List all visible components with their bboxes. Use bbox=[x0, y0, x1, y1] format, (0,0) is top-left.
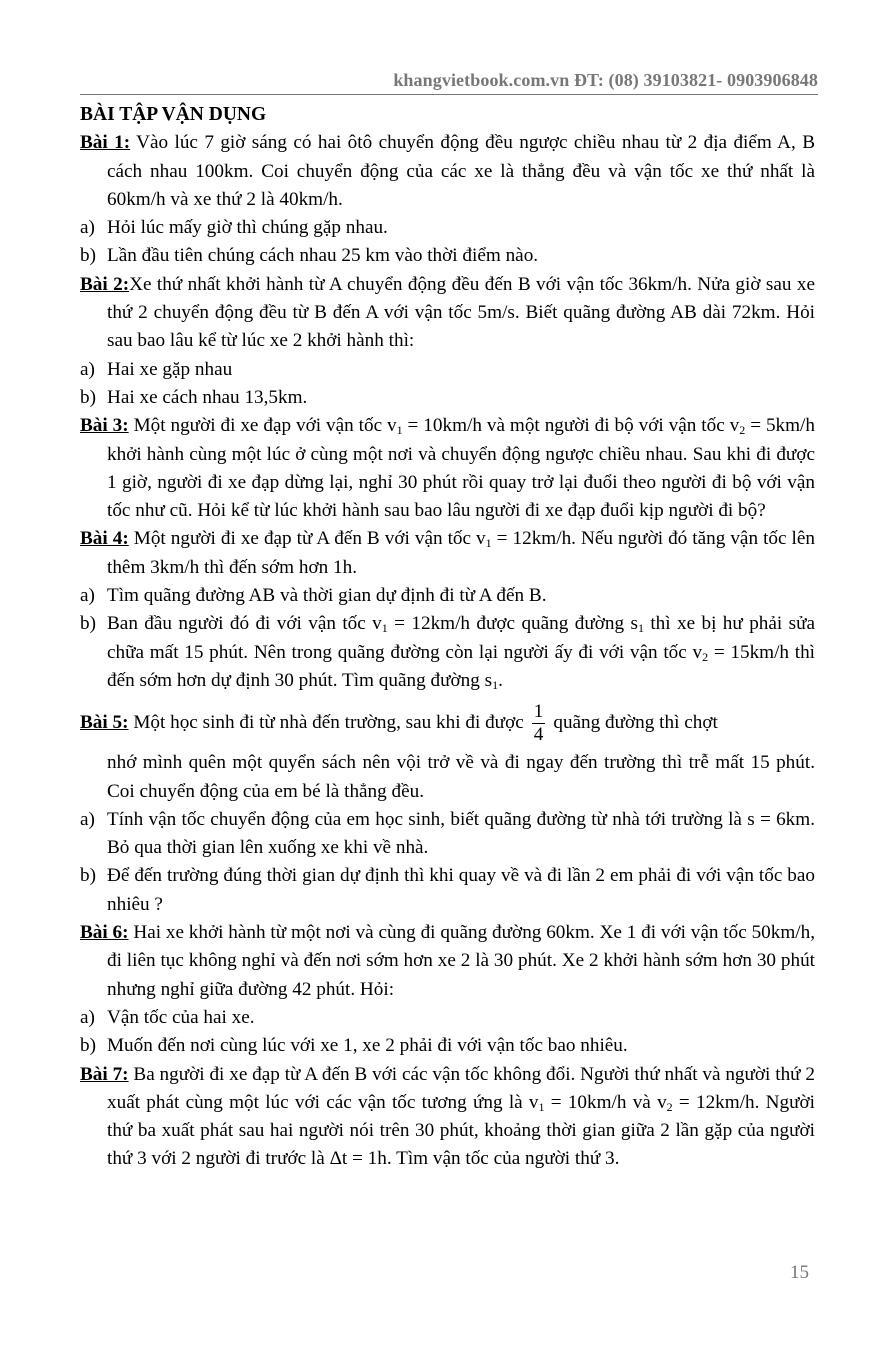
text-run: quãng đường thì chợt bbox=[553, 712, 718, 734]
exercise bbox=[80, 412, 815, 525]
text-run: Vào lúc 7 giờ sáng có hai ôtô chuyển động đều ngược chiều nhau từ 2 địa điểm A, B cách nhau 100km. Coi chuyển động của các xe là thẳng đều và vận tốc xe thứ nhất là 60km/h và xe thứ 2 là 40km/h. bbox=[107, 132, 815, 210]
sub-question bbox=[80, 384, 815, 412]
exercise-label: Bài 2: bbox=[80, 273, 130, 295]
text-run: Lần đầu tiên chúng cách nhau 25 km vào thời điểm nào. bbox=[107, 245, 539, 267]
exercise-continuation bbox=[80, 749, 815, 806]
exercise bbox=[80, 699, 815, 747]
sub-question bbox=[80, 242, 815, 270]
exercise-list bbox=[80, 129, 815, 1173]
text-run: thì xe bị hư phải sửa chữa mất 15 phút. Nên trong quãng đường còn lại người ấy đi với vận tốc v bbox=[107, 613, 816, 663]
text-run: Ba người đi xe đạp từ A đến B với các vận tốc không đổi. Người thứ nhất và người thứ 2 xuất phát cùng một lúc với các vận tốc tương ứng là v bbox=[107, 1063, 815, 1113]
text-run: = 15km/h thì đến sớm hơn dự định 30 phút. Tìm quãng đường s bbox=[107, 641, 815, 691]
exercise-label: Bài 1: bbox=[80, 132, 131, 154]
sub-question bbox=[80, 610, 815, 695]
text-run: . bbox=[498, 669, 503, 691]
text-run: = 10km/h và một người đi bộ với vận tốc v bbox=[402, 415, 740, 437]
sub-question-label: b) bbox=[80, 865, 96, 887]
sub-question bbox=[80, 1004, 815, 1032]
exercise bbox=[80, 525, 815, 582]
sub-question bbox=[80, 862, 815, 919]
text-run: Tính vận tốc chuyển động của em học sinh, biết quãng đường từ nhà tới trường là s = 6km. Bỏ qua thời gian lên xuống xe khi về nhà. bbox=[107, 808, 815, 859]
section-title: BÀI TẬP VẬN DỤNG bbox=[80, 104, 267, 125]
text-run: Ban đầu người đó đi với vận tốc v bbox=[107, 613, 382, 635]
sub-question-label: b) bbox=[80, 613, 96, 635]
sub-question bbox=[80, 214, 815, 242]
sub-question bbox=[80, 806, 815, 863]
text-run: Xe thứ nhất khởi hành từ A chuyển động đều đến B với vận tốc 36km/h. Nửa giờ sau xe thứ 2 chuyển động đều từ B đến A với vận tốc 5m/s. Biết quãng đường AB dài 72km. Hỏi sau bao lâu kể từ lúc xe 2 khởi hành thì: bbox=[107, 273, 815, 352]
exercise bbox=[80, 919, 815, 1004]
text-run: Một người đi xe đạp với vận tốc v bbox=[128, 415, 397, 437]
text-run: Một học sinh đi từ nhà đến trường, sau khi đi được bbox=[128, 712, 524, 734]
subscript: 2 bbox=[739, 423, 746, 438]
exercise bbox=[80, 129, 815, 214]
text-run: = 12km/h. Người thứ ba xuất phát sau hai người nói trên 30 phút, khoảng thời gian giữa 2 lần gặp của người thứ 3 với 2 người đi trước là Δt = 1h. Tìm vận tốc của người thứ 3. bbox=[107, 1091, 815, 1170]
sub-question-label: a) bbox=[80, 808, 95, 830]
exercise-label: Bài 4: bbox=[80, 528, 129, 550]
subscript: 1 bbox=[492, 677, 499, 692]
text-run: Hai xe cách nhau 13,5km. bbox=[107, 386, 308, 408]
text-run: Tìm quãng đường AB và thời gian dự định đi từ A đến B. bbox=[107, 585, 547, 607]
text-run: Muốn đến nơi cùng lúc với xe 1, xe 2 phải đi với vận tốc bao nhiêu. bbox=[107, 1035, 628, 1057]
subscript: 1 bbox=[485, 536, 492, 551]
exercise-label: Bài 5: bbox=[80, 712, 129, 734]
text-run: Hỏi lúc mấy giờ thì chúng gặp nhau. bbox=[107, 217, 388, 239]
subscript: 1 bbox=[637, 621, 644, 636]
text-run: Một người đi xe đạp từ A đến B với vận tốc v bbox=[128, 528, 486, 550]
text-run: nhớ mình quên một quyển sách nên vội trở về và đi ngay đến trường thì trễ mất 15 phút. Coi chuyển động của em bé là thẳng đều. bbox=[107, 752, 815, 802]
exercise-label: Bài 6: bbox=[80, 922, 129, 944]
page-header: khangvietbook.com.vn ĐT: (08) 39103821- 0903906848 bbox=[80, 70, 818, 95]
sub-question bbox=[80, 356, 815, 384]
exercise bbox=[80, 271, 815, 356]
page-content bbox=[80, 101, 815, 1174]
text-run: = 10km/h và v bbox=[544, 1091, 667, 1113]
text-run: Vận tốc của hai xe. bbox=[107, 1006, 255, 1028]
sub-question-label: a) bbox=[80, 585, 95, 607]
text-run: = 5km/h khởi hành cùng một lúc ở cùng một nơi và chuyển động ngược chiều nhau. Sau khi đi được 1 giờ, người đi xe đạp dừng lại, nghỉ 30 phút rồi quay trở lại đuổi theo người đi bộ với vận tốc như cũ. Hỏi kể từ lúc khởi hành sau bao lâu người đi xe đạp đuổi kịp người đi bộ? bbox=[107, 415, 815, 522]
text-run: Để đến trường đúng thời gian dự định thì khi quay về và đi lần 2 em phải đi với vận tốc bao nhiêu ? bbox=[107, 865, 815, 915]
sub-question-label: a) bbox=[80, 1006, 95, 1028]
sub-question-label: a) bbox=[80, 358, 95, 380]
fraction bbox=[532, 701, 546, 746]
sub-question bbox=[80, 1032, 815, 1060]
sub-question-label: a) bbox=[80, 217, 95, 239]
text-run: = 12km/h. Nếu người đó tăng vận tốc lên thêm 3km/h thì đến sớm hơn 1h. bbox=[107, 528, 815, 578]
subscript: 2 bbox=[702, 649, 709, 664]
text-run: Hai xe khởi hành từ một nơi và cùng đi quãng đường 60km. Xe 1 đi với vận tốc 50km/h, đi liên tục không nghỉ và đến nơi sớm hơn xe 2 là 30 phút. Xe 2 khởi hành sớm hơn 30 phút nhưng nghỉ giữa đường 42 phút. Hỏi: bbox=[107, 922, 815, 1000]
fraction-denominator: 4 bbox=[533, 724, 544, 746]
fraction-numerator: 1 bbox=[533, 701, 544, 723]
subscript: 1 bbox=[396, 423, 403, 438]
text-run: Hai xe gặp nhau bbox=[107, 358, 233, 380]
sub-question bbox=[80, 582, 815, 610]
exercise-label: Bài 7: bbox=[80, 1063, 129, 1085]
subscript: 2 bbox=[666, 1099, 673, 1114]
sub-question-label: b) bbox=[80, 245, 96, 267]
sub-question-label: b) bbox=[80, 1035, 96, 1057]
sub-question-label: b) bbox=[80, 386, 96, 408]
subscript: 1 bbox=[381, 621, 388, 636]
subscript: 1 bbox=[538, 1099, 545, 1114]
exercise-label: Bài 3: bbox=[80, 415, 129, 437]
page-number: 15 bbox=[790, 1262, 809, 1283]
exercise bbox=[80, 1061, 815, 1174]
text-run: = 12km/h được quãng đường s bbox=[387, 613, 638, 635]
